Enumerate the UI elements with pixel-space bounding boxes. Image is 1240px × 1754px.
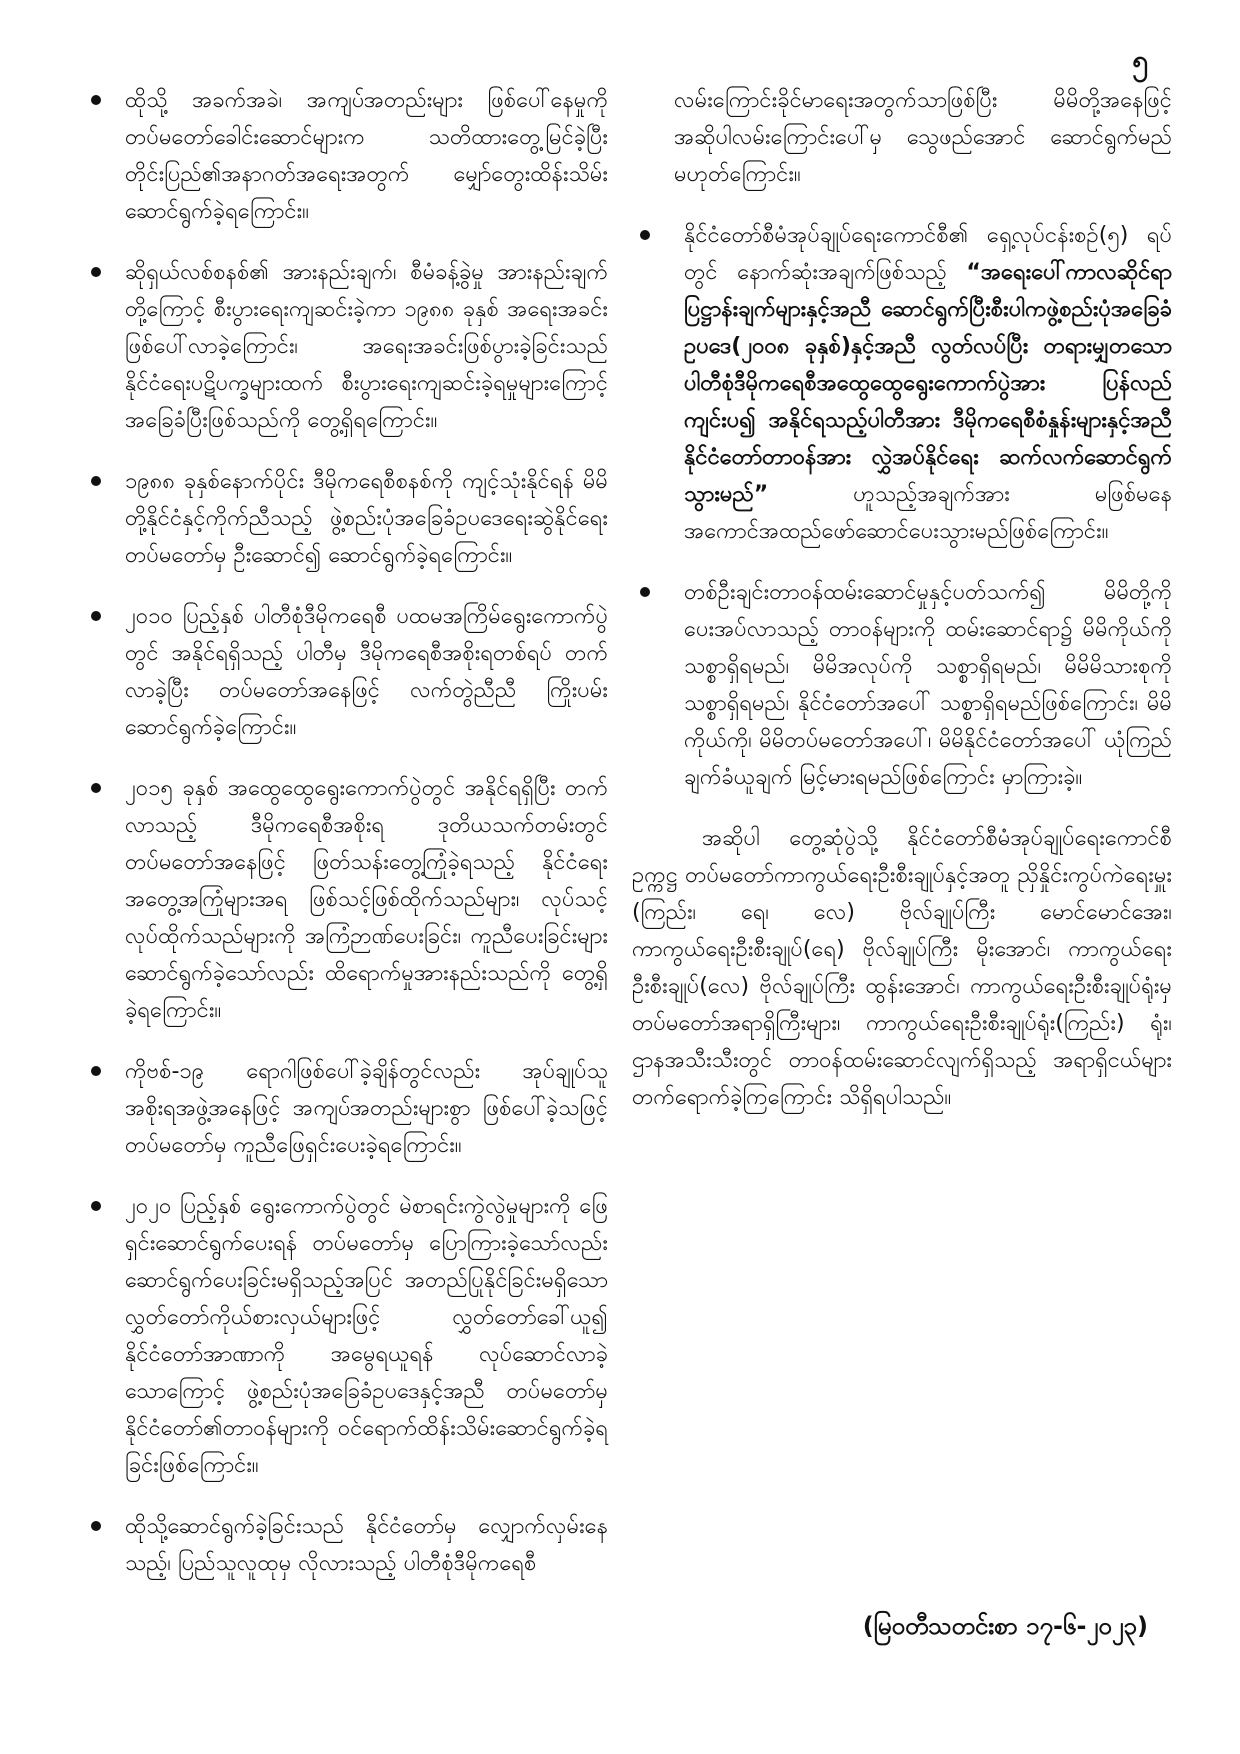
left-column xyxy=(83,82,608,1606)
list-item: ထိုသို့ဆောင်ရွက်ခဲ့ခြင်းသည် နိုင်ငံတော်မှ လျှောက်လှမ်းနေသည့်၊ ပြည်သူလူထုမှ လိုလားသည့် ပါတီစုံဒီမိုကရေစီ xyxy=(83,1508,608,1582)
right-column xyxy=(632,82,1172,1116)
list-item: ၁၉၈၈ ခုနှစ်နောက်ပိုင်း ဒီမိုကရေစီစနစ်ကို ကျင့်သုံးနိုင်ရန် မိမိတို့နိုင်ငံနှင့်ကိုက်ညီသည့် ဖွဲ့စည်းပုံအခြေခံဥပဒေရေးဆွဲနိုင်ရေး တပ်မတော်မှ ဦးဆောင်၍ ဆောင်ရွက်ခဲ့ရကြောင်း။ xyxy=(83,463,608,574)
source-citation: (မြဝတီသတင်းစာ ၁၇-၆-၂၀၂၃) xyxy=(862,1612,1148,1640)
page-number: ၅ xyxy=(1132,44,1148,77)
list-item: ကိုဗစ်-၁၉ ရောဂါဖြစ်ပေါ်ခဲ့ချိန်တွင်လည်း အုပ်ချုပ်သူအစိုးရအဖွဲ့အနေဖြင့် အကျပ်အတည်းများစွာ ဖြစ်ပေါ်ခဲ့သဖြင့် တပ်မတော်မှ ကူညီဖြေရှင်းပေးခဲ့ရကြောင်း။ xyxy=(83,1053,608,1164)
bullet-outro: ဟူသည့်အချက်အား မဖြစ်မနေ အကောင်အထည်ဖော်ဆောင်ပေးသွားမည်ဖြစ်ကြောင်း။ xyxy=(684,482,1172,544)
quoted-bold-text: “အရေးပေါ်ကာလဆိုင်ရာပြဋ္ဌာန်းချက်များနှင့်အညီ ဆောင်ရွက်ပြီးစီးပါကဖွဲ့စည်းပုံအခြေခံဥပဒေ(၂၀၀၈ ခုနှစ်)နှင့်အညီ လွတ်လပ်ပြီး တရားမျှတသော ပါတီစုံဒီမိုကရေစီအထွေထွေရွေးကောက်ပွဲအား ပြန်လည်ကျင်းပ၍ အနိုင်ရသည့်ပါတီအား ဒီမိုကရေစီစံနှုန်းများနှင့်အညီ နိုင်ငံတော်တာဝန်အား လွှဲအပ်နိုင်ရေး ဆက်လက်ဆောင်ရွက်သွားမည်” xyxy=(684,260,1172,507)
list-item: တစ်ဦးချင်းတာဝန်ထမ်းဆောင်မှုနှင့်ပတ်သက်၍ မိမိတို့ကို ပေးအပ်လာသည့် တာဝန်များကို ထမ်းဆောင်ရာ၌ မိမိကိုယ်ကို သစ္စာရှိရမည်၊ မိမိအလုပ်ကို သစ္စာရှိရမည်၊ မိမိမိသားစုကို သစ္စာရှိရမည်၊ နိုင်ငံတော်အပေါ် သစ္စာရှိရမည်ဖြစ်ကြောင်း၊ မိမိကိုယ်ကို၊ မိမိတပ်မတော်အပေါ်၊ မိမိနိုင်ငံတော်အပေါ် ယုံကြည်ချက်ခံယူချက် မြင့်မားရမည်ဖြစ်ကြောင်း မှာကြားခဲ့။ xyxy=(632,574,1172,796)
list-item: ဆိုရှယ်လစ်စနစ်၏ အားနည်းချက်၊ စီမံခန့်ခွဲမှု အားနည်းချက်တို့ကြောင့် စီးပွားရေးကျဆင်းခဲ့ကာ ၁၉၈၈ ခုနှစ် အရေးအခင်း ဖြစ်ပေါ်လာခဲ့ကြောင်း၊ အရေးအခင်းဖြစ်ပွားခဲ့ခြင်းသည် နိုင်ငံရေးပဋိပက္ခများထက် စီးပွားရေးကျဆင်းခဲ့ရမှုများကြောင့် အခြေခံပြီးဖြစ်သည်ကို တွေ့ရှိရကြောင်း။ xyxy=(83,254,608,439)
list-item: ၂၀၁၀ ပြည့်နှစ် ပါတီစုံဒီမိုကရေစီ ပထမအကြိမ်ရွေးကောက်ပွဲတွင် အနိုင်ရရှိသည့် ပါတီမှ ဒီမိုကရေစီအစိုးရတစ်ရပ် တက်လာခဲ့ပြီး တပ်မတော်အနေဖြင့် လက်တွဲညီညီ ကြိုးပမ်းဆောင်ရွက်ခဲ့ကြောင်း။ xyxy=(83,598,608,746)
continuation-text: လမ်းကြောင်းခိုင်မာရေးအတွက်သာဖြစ်ပြီး မိမိတို့အနေဖြင့် အဆိုပါလမ်းကြောင်းပေါ်မှ သွေဖည်အောင် ဆောင်ရွက်မည်မဟုတ်ကြောင်း။ xyxy=(674,88,1172,187)
closing-paragraph: အဆိုပါ တွေ့ဆုံပွဲသို့ နိုင်ငံတော်စီမံအုပ်ချုပ်ရေးကောင်စီဥက္ကဋ္ဌ တပ်မတော်ကာကွယ်ရေးဦးစီးချုပ်နှင့်အတူ ညှိနှိုင်းကွပ်ကဲရေးမှူး (ကြည်း၊ ရေ၊ လေ) ဗိုလ်ချုပ်ကြီး မောင်မောင်အေး၊ ကာကွယ်ရေးဦးစီးချုပ်(ရေ) ဗိုလ်ချုပ်ကြီး မိုးအောင်၊ ကာကွယ်ရေး ဦးစီးချုပ်(လေ) ဗိုလ်ချုပ်ကြီး ထွန်းအောင်၊ ကာကွယ်ရေးဦးစီးချုပ်ရုံးမှ တပ်မတော်အရာရှိကြီးများ၊ ကာကွယ်ရေးဦးစီးချုပ်ရုံး(ကြည်း) ရုံး၊ ဌာနအသီးသီးတွင် တာဝန်ထမ်းဆောင်လျက်ရှိသည့် အရာရှိငယ်များ တက်ရောက်ခဲ့ကြကြောင်း သိရှိရပါသည်။ xyxy=(632,826,1172,1110)
list-item: ၂၀၁၅ ခုနှစ် အထွေထွေရွေးကောက်ပွဲတွင် အနိုင်ရရှိပြီး တက်လာသည့် ဒီမိုကရေစီအစိုးရ ဒုတိယသက်တမ်းတွင် တပ်မတော်အနေဖြင့် ဖြတ်သန်းတွေ့ကြုံခဲ့ရသည့် နိုင်ငံရေးအတွေ့အကြုံများအရ ဖြစ်သင့်ဖြစ်ထိုက်သည်များ၊ လုပ်သင့်လုပ်ထိုက်သည်များကို အကြံဉာဏ်ပေးခြင်း၊ ကူညီပေးခြင်းများ ဆောင်ရွက်ခဲ့သော်လည်း ထိရောက်မှုအားနည်းသည်ကို တွေ့ရှိခဲ့ရကြောင်း။ xyxy=(83,770,608,1029)
list-item: ထိုသို့ အခက်အခဲ၊ အကျပ်အတည်းများ ဖြစ်ပေါ်နေမှုကို တပ်မတော်ခေါင်းဆောင်များက သတိထားတွေ့မြင်ခဲ့ပြီး တိုင်းပြည်၏အနာဂတ်အရေးအတွက် မျှော်တွေးထိန်းသိမ်းဆောင်ရွက်ခဲ့ရကြောင်း။ xyxy=(83,82,608,230)
list-item xyxy=(632,217,1172,550)
list-item: ၂၀၂၀ ပြည့်နှစ် ရွေးကောက်ပွဲတွင် မဲစာရင်းကွဲလွဲမှုများကို ဖြေရှင်းဆောင်ရွက်ပေးရန် တပ်မတော်မှ ပြောကြားခဲ့သော်လည်း ဆောင်ရွက်ပေးခြင်းမရှိသည့်အပြင် အတည်ပြုနိုင်ခြင်းမရှိသော လွှတ်တော်ကိုယ်စားလှယ်များဖြင့် လွှတ်တော်ခေါ်ယူ၍ နိုင်ငံတော်အာဏာကို အမွေရယူရန် လုပ်ဆောင်လာခဲ့သောကြောင့် ဖွဲ့စည်းပုံအခြေခံဥပဒေနှင့်အညီ တပ်မတော်မှ နိုင်ငံတော်၏တာဝန်များကို ဝင်ရောက်ထိန်းသိမ်းဆောင်ရွက်ခဲ့ရခြင်းဖြစ်ကြောင်း။ xyxy=(83,1188,608,1484)
bullet-intro: နိုင်ငံတော်စီမံအုပ်ချုပ်ရေးကောင်စီ၏ ရှေ့လုပ်ငန်းစဉ်(၅) ရပ်တွင် နောက်ဆုံးအချက်ဖြစ်သည့် xyxy=(684,223,1172,285)
